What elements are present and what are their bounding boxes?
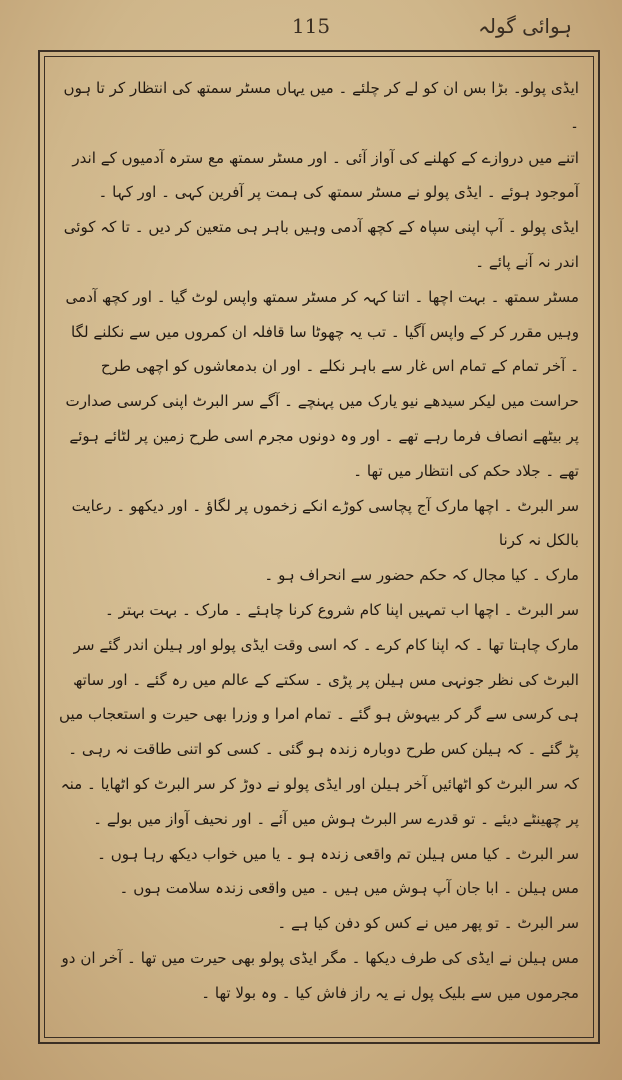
paragraph: ایڈی پولو ۔ آپ اپنی سپاہ کے کچھ آدمی وہیں باہر ہی متعین کر دیں ۔ تا کہ کوئی اندر نہ آنے پائے ۔ <box>63 218 579 271</box>
paragraph: سر البرٹ ۔ اچھا مارک آج پچاسی کوڑے انکے زخموں پر لگاؤ ۔ اور دیکھو ۔ رعایت بالکل نہ کرنا <box>71 496 579 550</box>
paragraph: مارک ۔ کیا مجال کہ حکم حضور سے انحراف ہو ۔ <box>264 566 579 585</box>
page-number: 115 <box>291 14 331 38</box>
text-frame <box>44 56 594 1038</box>
paragraph: مسٹر سمتھ ۔ بہت اچھا ۔ اتنا کہہ کر مسٹر سمتھ واپس لوٹ گیا ۔ اور کچھ آدمی وہیں مقرر کر کے واپس آگیا ۔ تب یہ چھوٹا سا قافلہ ان کمروں میں سے نکلنے لگا ۔ آخر تمام کے تمام اس غار سے باہر نکلے ۔ اور ان بدمعاشوں کو اچھی طرح حراست میں لیکر سیدھے نیو یارک میں پہنچے ۔ آگے سر البرٹ اپنی کرسی صدارت پر بیٹھے انصاف فرما رہے تھے ۔ اور وہ دونوں مجرم اسی طرح زمین پر لٹائے ہوئے تھے ۔ جلاد حکم کی انتظار میں تھا ۔ <box>65 287 579 480</box>
paragraph: ایڈی پولو۔ بڑا بس ان کو لے کر چلئے ۔ میں یہاں مسٹر سمتھ کی انتظار کر تا ہوں ۔ <box>63 79 579 132</box>
paragraph: اتنے میں دروازے کے کھلنے کی آواز آئی ۔ اور مسٹر سمتھ مع سترہ آدمیوں کے اندر آموجود ہوئے ۔ ایڈی پولو نے مسٹر سمتھ کی ہمت پر آفرین کہی ۔ اور کہا ۔ <box>72 148 579 202</box>
running-title: ہوائی گولہ <box>478 14 572 38</box>
running-head <box>40 14 582 46</box>
paragraph: سر البرٹ ۔ اچھا اب تمہیں اپنا کام شروع کرنا چاہئے ۔ مارک ۔ بہت بہتر ۔ <box>104 600 579 619</box>
body-text <box>59 71 579 1011</box>
paragraph: سر البرٹ ۔ تو پھر میں نے کس کو دفن کیا ہے ۔ <box>277 914 579 933</box>
paragraph: مس ہیلن ۔ ابا جان آپ ہوش میں ہیں ۔ میں واقعی زندہ سلامت ہوں ۔ <box>119 879 579 898</box>
paragraph: مس ہیلن نے ایڈی کی طرف دیکھا ۔ مگر ایڈی پولو بھی حیرت میں تھا ۔ آخر ان دو مجرموں میں سے بلیک پول نے یہ راز فاش کیا ۔ وہ بولا تھا ۔ <box>61 948 579 1002</box>
paragraph: مارک چاہتا تھا ۔ کہ اپنا کام کرے ۔ کہ اسی وقت ایڈی پولو اور ہیلن اندر گئے سر البرٹ کی نظر جونہی مس ہیلن پر پڑی ۔ سکتے کے عالم میں رہ گئے ۔ اور ساتھ ہی کرسی سے گر کر بیہوش ہو گئے ۔ تمام امرا و وزرا بھی حیرت و استعجاب میں پڑ گئے ۔ کہ ہیلن کس طرح دوبارہ زندہ ہو گئی ۔ کسی کو اتنی طاقت نہ رہی ۔ کہ سر البرٹ کو اٹھائیں آخر ہیلن اور ایڈی پولو نے دوڑ کر سر البرٹ کو اٹھایا ۔ منہ پر چھینٹے دیئے ۔ تو قدرے سر البرٹ ہوش میں آئے ۔ اور نحیف آواز میں بولے ۔ <box>59 635 579 828</box>
paragraph: سر البرٹ ۔ کیا مس ہیلن تم واقعی زندہ ہو ۔ یا میں خواب دیکھ رہا ہوں ۔ <box>97 844 579 863</box>
